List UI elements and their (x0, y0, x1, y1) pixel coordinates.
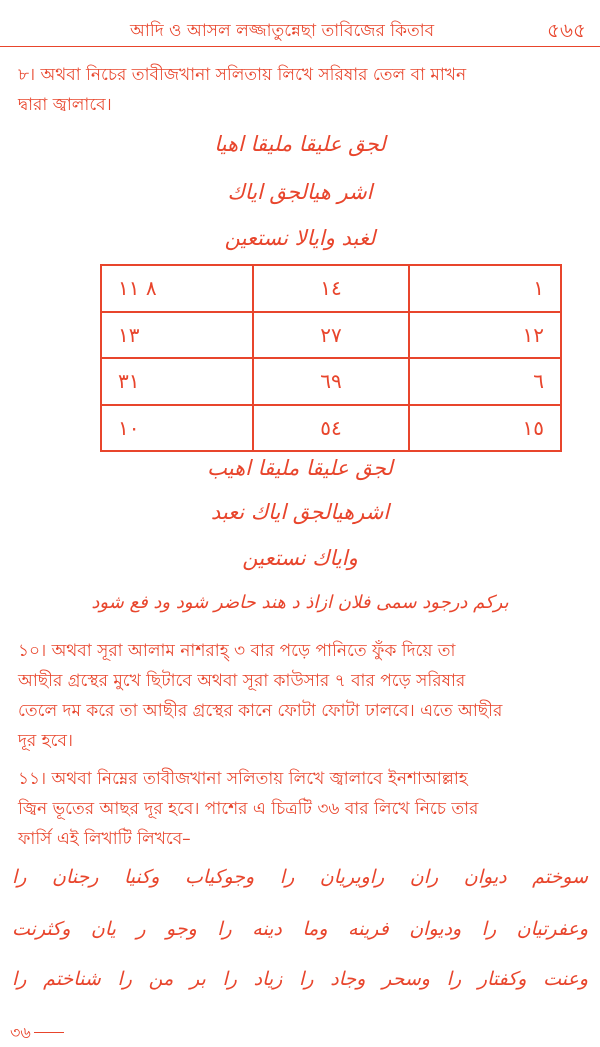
paragraph-11-line-2: জ্বিন ভূতের আছর দূর হবে। পাশের এ চিত্রটি ৩৬ বার লিখে নিচে তার (18, 799, 479, 819)
running-title: আদি ও আসল লজ্জাতুন্নেছা তাবিজের কিতাব (130, 21, 435, 41)
paragraph-8-line-1: ৮। অথবা নিচের তাবীজখানা সলিতায় লিখে সরিষার তেল বা মাখন (18, 65, 467, 85)
paragraph-10-line-1: ১০। অথবা সূরা আলাম নাশরাহ্ ৩ বার পড়ে পানিতে ফুঁক দিয়ে তা (18, 641, 456, 661)
arabic-line-1: لجق عليقا مليقا اهيا (214, 132, 386, 156)
grid-cell: ٦ (409, 358, 561, 405)
grid-cell: ٨ ١١ (101, 265, 253, 312)
grid-cell: ١ (409, 265, 561, 312)
arabic-line-5: اشرهيالجق اياك نعبد (210, 500, 390, 524)
arabic-line-6: واياك نستعين (242, 546, 358, 570)
arabic-line-4: لجق عليقا مليقا اهيب (207, 456, 393, 480)
footer-mark: ৩৬ (10, 1023, 31, 1042)
grid-row (101, 265, 561, 312)
footer-dash (34, 1032, 64, 1033)
arabic-line-3: لغبد وايالا نستعين (224, 226, 376, 250)
paragraph-11-line-1: ১১। অথবা নিম্নের তাবীজখানা সলিতায় লিখে জ্বালাবে ইনশাআল্লাহ (18, 769, 468, 789)
grid-row (101, 312, 561, 359)
page-number: ৫৬৫ (547, 18, 586, 42)
grid-row (101, 405, 561, 452)
paragraph-8-line-2: দ্বারা জ্বালাবে। (18, 95, 112, 115)
grid-cell: ١٥ (409, 405, 561, 452)
arabic-line-2: اشر هيالجق اياك (227, 180, 373, 204)
grid-cell: ٢٧ (253, 312, 409, 359)
arabic-line-7: بركم درجود سمى فلان ازاذ د هند حاضر شود ود فع شود (91, 592, 509, 613)
grid-cell: ١٠ (101, 405, 253, 452)
grid-cell: ٦٩ (253, 358, 409, 405)
grid-cell: ١٤ (253, 265, 409, 312)
grid-cell: ٣١ (101, 358, 253, 405)
persian-line-2: وعفرتيان را وديوان فرينه وما دينه را وجو ر يان وكثرنت (12, 918, 588, 940)
grid-cell: ٥٤ (253, 405, 409, 452)
paragraph-10-line-2: আছীর গ্রস্থের মুখে ছিটাবে অথবা সূরা কাউসার ৭ বার পড়ে সরিষার (18, 671, 466, 691)
paragraph-10-line-3: তেলে দম করে তা আছীর গ্রস্থের কানে ফোটা ফোটা ঢালবে। এতে আছীর (18, 701, 503, 721)
persian-line-1: سوختم ديوان ران راويريان را وجوكياب وكنيا رجنان را (12, 866, 588, 888)
paragraph-10-line-4: দূর হবে। (18, 731, 73, 751)
grid-cell: ١٣ (101, 312, 253, 359)
page-header (0, 18, 600, 47)
persian-line-3: وعنت وكفتار را وسحر وجاد را زياد را بر من را شناختم را (12, 968, 588, 990)
grid-row (101, 358, 561, 405)
paragraph-11-line-3: ফার্সি এই লিখাটি লিখবে– (18, 829, 191, 849)
talisman-number-grid (100, 264, 562, 452)
grid-cell: ١٢ (409, 312, 561, 359)
